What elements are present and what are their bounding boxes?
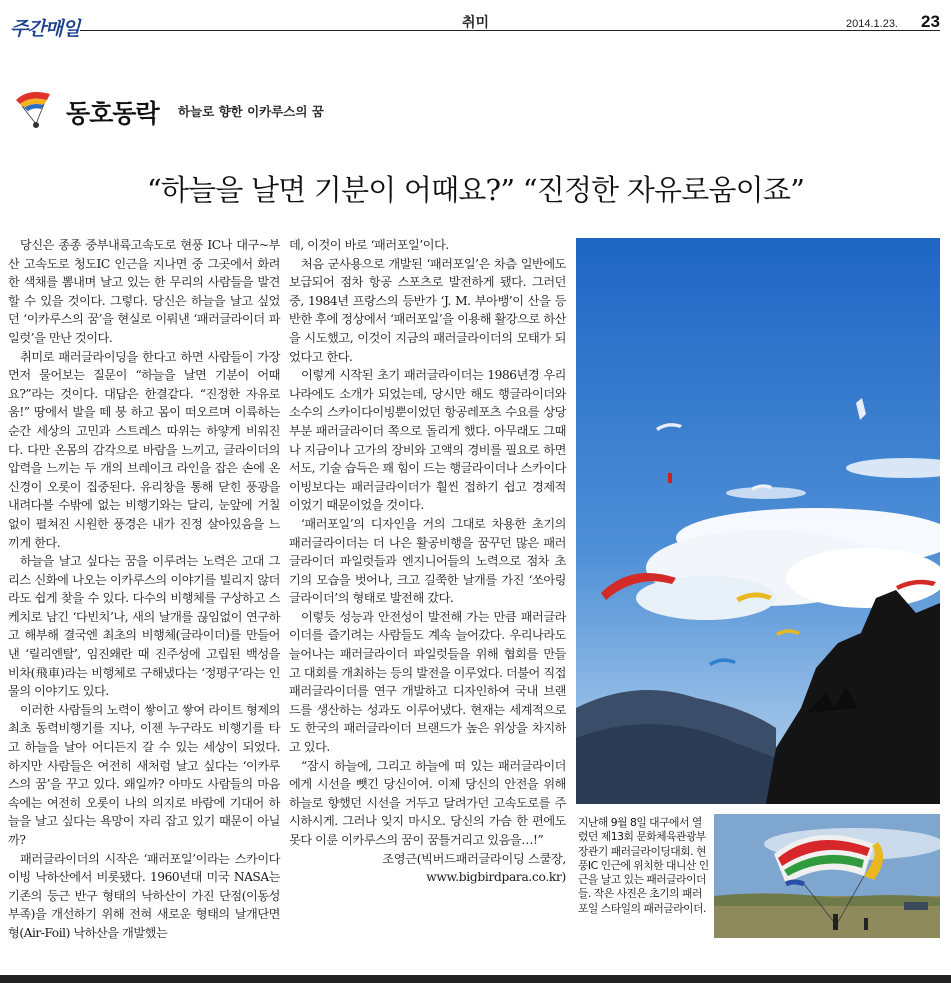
paragraph: 당신은 종종 중부내륙고속도로 현풍 IC나 대구~부산 고속도로 청도IC 인근을 지나면 중 그곳에서 화려한 색채를 뽐내며 날고 있는 한 무리의 사람들을 발견할 수 있을 것이다. 그렇다. 당신은 하늘을 날고 싶었던 ‘이카루스의 꿈’을 현실로 이뤄낸 ‘패러글라이더 파일럿’을 만난 것이다. xyxy=(8,238,280,345)
photo-caption: 지난해 9월 8일 대구에서 열렸던 제13회 문화체육관광부장관기 패러글라이딩대회. 현풍IC 인근에 위치한 대니산 인근을 날고 있는 패러글라이더들. 작은 사진은 초기의 패러포일 스타일의 패러글라이더. xyxy=(578,816,709,915)
masthead-rule xyxy=(80,30,940,31)
paragraph: 패러글라이더의 시작은 ‘패러포일’이라는 스카이다이빙 낙하산에서 비롯됐다. 1960년대 미국 NASA는 기존의 둥근 반구 형태의 낙하산이 가진 단점(이동성 부족)을 개선하기 위해 전혀 새로운 형태의 날개단면형(Air-Foil) 낙하산을 개발했는 xyxy=(8,851,280,940)
column-subtitle: 하늘로 향한 이카루스의 꿈 xyxy=(178,104,324,119)
paragraph: 취미로 패러글라이딩을 한다고 하면 사람들이 가장 먼저 물어보는 질문이 “하늘을 날면 기분이 어때요?”라는 것이다. 대답은 한결같다. “진정한 자유로움!” 땅에서 발을 떼 붕 하고 몸이 떠오르며 이륙하는 순간 세상의 고민과 스트레스 따위는 하얗게 비워진다. 다만 온몸의 감각으로 바람을 느끼고, 글라이더의 압력을 느끼는 두 개의 브레이크 라인을 잡은 손에 온 신경이 오롯이 집중된다. 유리창을 통해 닫힌 풍광을 내려다볼 수밖에 없는 비행기와는 달리, 눈앞에 거칠없이 펼쳐진 시원한 풍경은 내가 진정 살아있음을 느끼게 한다. xyxy=(8,349,280,550)
paragraph: 이러한 사람들의 노력이 쌓이고 쌓여 라이트 형제의 최초 동력비행기를 지나, 이젠 누구라도 비행기를 타고 하늘을 날아 어디든지 갈 수 있는 세상이 되었다. 하지만 사람들은 여전히 새처럼 날고 싶다는 ‘이카루스의 꿈’을 꾸고 있다. 왜일까? 아마도 사람들의 마음속에는 여전히 오롯이 나의 의지로 바람에 기대어 하늘을 날고 싶다는 욕망이 자리 잡고 있기 때문이 아닐까? xyxy=(8,702,280,847)
main-photo xyxy=(576,238,940,804)
byline-name: 조영근(빅버드패러글라이딩 스쿨장, xyxy=(382,851,566,866)
paragraph: 이렇게 시작된 초기 패러글라이더는 1986년경 우리나라에도 소개가 되었는데, 당시만 해도 행글라이더와 소수의 스카이다이빙뿐이었던 항공레포츠 수요를 상당 부분 패러글라이더 쪽으로 돌리게 했다. 아무래도 그때나 지금이나 고가의 장비와 고액의 경비를 필요로 하면서도, 기술 습득은 꽤 힘이 드는 행글라이더나 스카이다이빙보다는 패러글라이더가 훨씬 접하기 쉽고 경제적이었기 때문이었을 것이다. xyxy=(289,368,566,513)
paragraph: 데, 이것이 바로 ‘패러포일’이다. xyxy=(289,238,449,252)
paragraph: 이렇듯 성능과 안전성이 발전해 가는 만큼 패러글라이더를 즐기려는 사람들도 계속 늘어갔다. 우리나라도 늘어나는 패러글라이더 파일럿들을 위해 협회를 만들고 대회를 개최하는 등의 발전을 이루었다. 더불어 직접 패러글라이더를 연구 개발하고 디자인하여 국내 브랜드를 생산하는 성과도 이루어냈다. 현재는 세계적으로도 한국의 패러글라이더 브랜드가 높은 위상을 차지하고 있다. xyxy=(289,609,566,755)
section-label: 취미 xyxy=(462,15,490,31)
masthead-logo: 주간매일 xyxy=(10,18,80,40)
footer-rule xyxy=(0,975,951,983)
inset-photo xyxy=(714,814,940,938)
byline-url: www.bigbirdpara.co.kr) xyxy=(426,870,566,885)
paragraph: ‘패러포일’의 디자인을 거의 그대로 차용한 초기의 패러글라이더는 더 나은 활공비행을 꿈꾸던 많은 패러글라이더 파일럿들과 엔지니어들의 노력으로 점차 초기의 모습을 벗어나, 크고 길쭉한 날개를 가진 ‘쏘아링 글라이더’의 형태로 발전해 갔다. xyxy=(289,516,566,606)
page-number: 23 xyxy=(921,12,940,31)
article-column-2 xyxy=(289,236,566,887)
paragliders-sky-photo xyxy=(576,238,940,804)
paragraph: 처음 군사용으로 개발된 ‘패러포일’은 차츰 일반에도 보급되어 점차 항공 스포츠로 발전하게 됐다. 그러던 중, 1984년 프랑스의 등반가 ‘J. M. 부아뱅’이 산을 등반한 후에 정상에서 ‘패러포일’을 이용해 활강으로 하산을 시도했고, 이것이 지금의 패러글라이더의 모태가 되었다고 한다. xyxy=(289,256,566,364)
article-column-1 xyxy=(8,236,280,943)
paraglider-icon xyxy=(14,86,60,132)
paragraph: “잠시 하늘에, 그리고 하늘에 떠 있는 패러글라이더에게 시선을 뺏긴 당신이여. 이제 당신의 안전을 위해 하늘로 향했던 시선을 거두고 달려가던 고속도로를 주시하시게. 그러나 잊지 마시오. 당신의 가슴 한 편에도 못다 이룬 이카루스의 꿈이 꿈틀거리고 있음을…!” xyxy=(289,758,566,847)
paragraph: 하늘을 날고 싶다는 꿈을 이루려는 노력은 고대 그리스 신화에 나오는 이카루스의 이야기를 빌리지 않더라도 쉽게 찾을 수 있다. 다수의 비행체를 구상하고 스케치로 남긴 ‘다빈치’나, 새의 날개를 끊임없이 연구하고 해부해 결국엔 최초의 비행체(글라이더)를 만들어낸 ‘릴리엔탈’, 임진왜란 때 진주성에 고립된 백성을 비차(飛車)라는 비행체로 구해냈다는 ‘정평구’라는 인물의 이야기도 있다. xyxy=(8,554,280,699)
issue-date: 2014.1.23. xyxy=(846,18,898,30)
headline: “하늘을 날면 기분이 어때요?” “진정한 자유로움이죠” xyxy=(146,173,805,207)
column-title: 동호동락 xyxy=(66,99,159,128)
parafoil-field-photo xyxy=(714,814,940,938)
